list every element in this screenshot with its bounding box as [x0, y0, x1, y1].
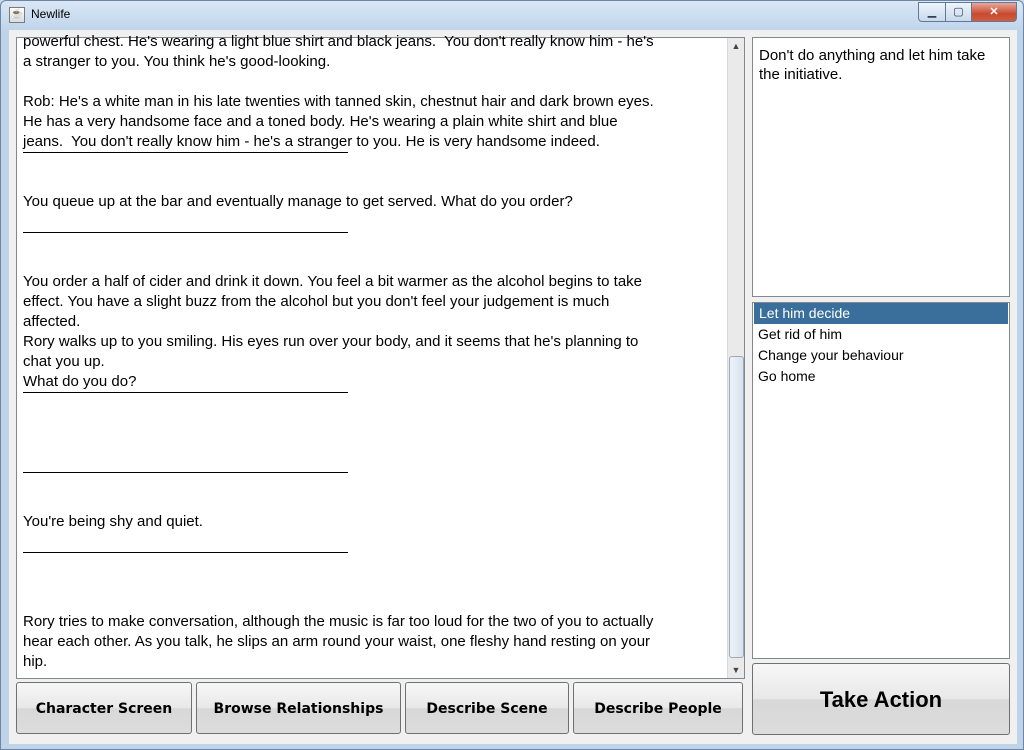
blank-line — [23, 172, 723, 192]
choice-list[interactable] — [752, 302, 1010, 659]
maximize-button[interactable]: ▢ — [946, 2, 972, 22]
scroll-thumb[interactable] — [729, 356, 744, 658]
story-paragraph: You're being shy and quiet. — [23, 513, 203, 530]
separator-line — [23, 152, 348, 153]
story-scrollbar[interactable] — [727, 38, 744, 678]
title-bar — [1, 1, 1023, 29]
blank-line — [23, 492, 723, 512]
blank-line — [23, 72, 723, 92]
separator-line — [23, 232, 348, 233]
main-content — [9, 30, 1017, 744]
separator-line — [23, 392, 348, 393]
story-paragraph: Rory tries to make conversation, although the music is far too loud for the two of you to actually hear each other. As you talk, he slips an arm round your waist, one fleshy hand resting on your hip. — [23, 613, 654, 670]
story-paragraph: You queue up at the bar and eventually manage to get served. What do you order? — [23, 193, 573, 210]
minimize-button[interactable]: ▁ — [918, 2, 946, 22]
window-controls — [918, 2, 1017, 21]
take-action-button[interactable]: Take Action — [752, 663, 1010, 735]
choice-item[interactable]: Let him decide — [754, 303, 1008, 324]
blank-line — [23, 592, 723, 612]
separator-line — [23, 552, 348, 553]
story-paragraph: Rob: He's a white man in his late twenties with tanned skin, chestnut hair and dark brown eyes. He has a very handsome face and a toned body. He's wearing a plain white shirt and blue jeans. You don't really know him - he's a stranger to you. He is very handsome indeed. — [23, 93, 654, 150]
window-title: Newlife — [31, 7, 71, 21]
story-text-area[interactable] — [16, 33, 745, 679]
describe-people-button[interactable]: Describe People — [573, 682, 743, 734]
choice-item[interactable]: Change your behaviour — [758, 347, 904, 363]
blank-line — [23, 532, 723, 552]
scroll-down-arrow-icon[interactable]: ▼ — [731, 665, 741, 675]
choice-description: Don't do anything and let him take the initiative. — [759, 47, 986, 83]
choice-item[interactable]: Go home — [758, 368, 816, 384]
java-app-icon: ☕ — [9, 7, 25, 23]
choice-description-panel — [752, 37, 1010, 297]
describe-scene-button[interactable]: Describe Scene — [405, 682, 569, 734]
character-screen-button[interactable]: Character Screen — [16, 682, 192, 734]
blank-line — [23, 452, 723, 472]
separator-line — [23, 472, 348, 473]
blank-line — [23, 572, 723, 592]
story-paragraph: You order a half of cider and drink it down. You feel a bit warmer as the alcohol begins to take effect. You have a slight buzz from the alcohol but you don't feel your judgement is much affected. Rory walks up to you smiling. His eyes run over your body, and it seems that he's planning to chat you up. What do you do? — [23, 273, 642, 390]
choice-item[interactable]: Get rid of him — [758, 326, 843, 342]
scroll-up-arrow-icon[interactable]: ▲ — [731, 41, 741, 51]
story-paragraph: powerful chest. He's wearing a light blue shirt and black jeans. You don't really know him - he's a stranger to you. You think he's good-looking. — [23, 33, 654, 70]
browse-relationships-button[interactable]: Browse Relationships — [196, 682, 401, 734]
close-button[interactable]: ✕ — [972, 2, 1017, 22]
blank-line — [23, 212, 723, 232]
story-text — [23, 32, 723, 672]
blank-line — [23, 412, 723, 432]
blank-line — [23, 252, 723, 272]
blank-line — [23, 432, 723, 452]
